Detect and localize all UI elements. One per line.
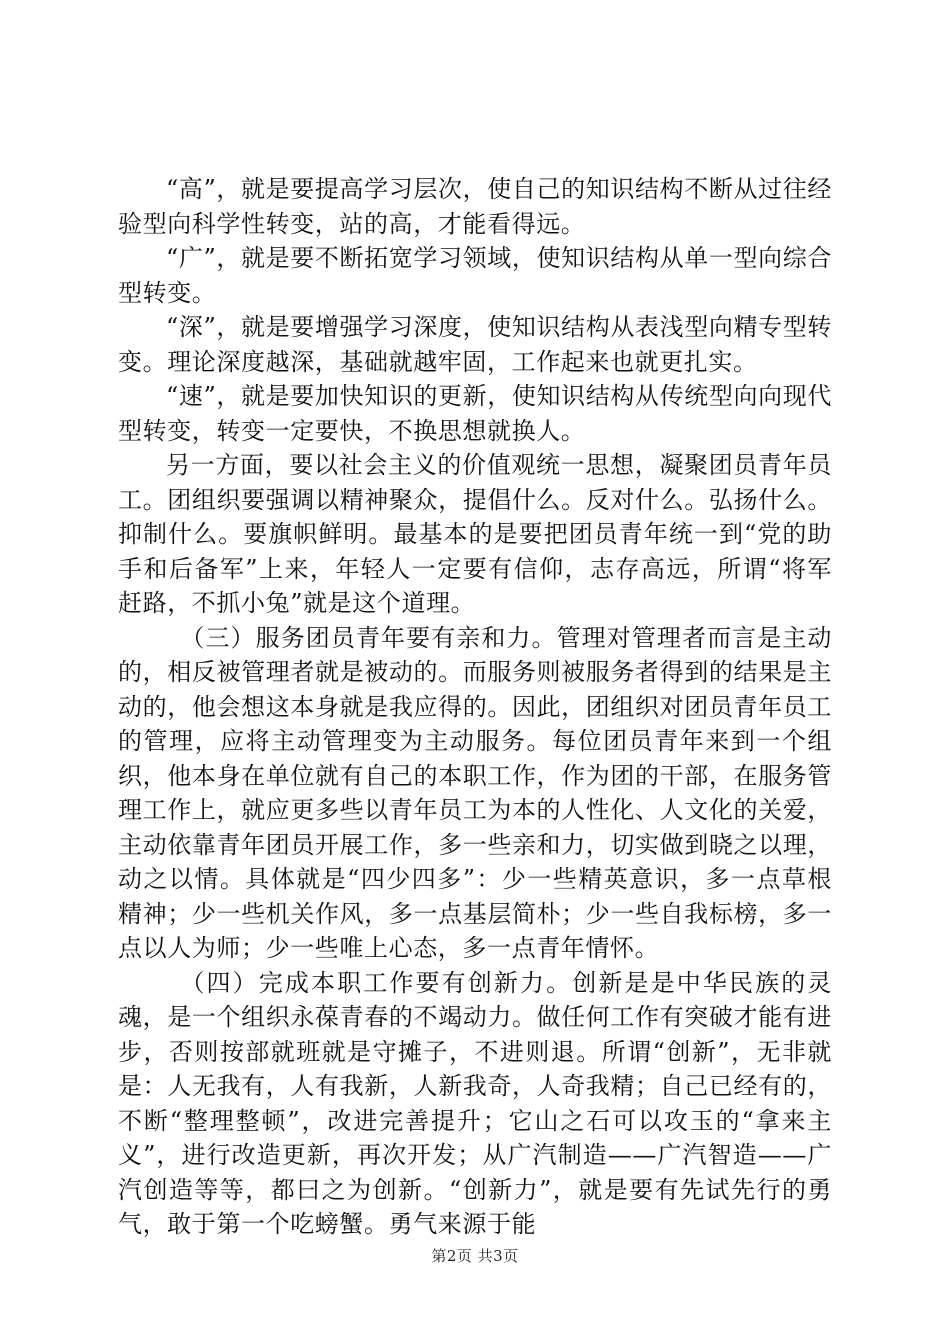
paragraph-shen: “深”，就是要增强学习深度，使知识结构从表浅型向精专型转变。理论深度越深，基础就越牢固，工作起来也就更扎实。 (118, 313, 832, 376)
paragraph-guang: “广”，就是要不断拓宽学习领域，使知识结构从单一型向综合型转变。 (118, 244, 832, 307)
paragraph-section-four: （四）完成本职工作要有创新力。创新是是中华民族的灵魂，是一个组织永葆青春的不竭动力。做任何工作有突破才能有进步，否则按部就班就是守摊子，不进则退。所谓“创新”，无非就是：人无我有，人有我新，人新我奇，人奇我精；自己已经有的，不断“整理整顿”，改进完善提升；它山之石可以攻玉的“拿来主义”，进行改造更新，再次开发；从广汽制造——广汽智造——广汽创造等等，都曰之为创新。“创新力”，就是要有先试先行的勇气，敢于第一个吃螃蟹。勇气来源于能 (118, 968, 832, 1238)
paragraph-su: “速”，就是要加快知识的更新，使知识结构从传统型向向现代型转变，转变一定要快，不换思想就换人。 (118, 382, 832, 445)
paragraph-section-three: （三）服务团员青年要有亲和力。管理对管理者而言是主动的，相反被管理者就是被动的。而服务则被服务者得到的结果是主动的，他会想这本身就是我应得的。因此，团组织对团员青年员工的管理，应将主动管理变为主动服务。每位团员青年来到一个组织，他本身在单位就有自己的本职工作，作为团的干部，在服务管理工作上，就应更多些以青年员工为本的人性化、人文化的关爱，主动依靠青年团员开展工作，多一些亲和力，切实做到晓之以理，动之以情。具体就是“四少四多”：少一些精英意识，多一点草根精神；少一些机关作风，多一点基层简朴；少一些自我标榜，多一点以人为师；少一些唯上心态，多一点青年情怀。 (118, 623, 832, 962)
document-body (118, 172, 832, 1242)
paragraph-other-aspect: 另一方面，要以社会主义的价值观统一思想，凝聚团员青年员工。团组织要强调以精神聚众，提倡什么。反对什么。弘扬什么。抑制什么。要旗帜鲜明。最基本的是要把团员青年统一到“党的助手和后备军”上来，年轻人一定要有信仰，志存高远，所谓“将军赶路，不抓小兔”就是这个道理。 (118, 451, 832, 617)
paragraph-gao: “高”，就是要提高学习层次，使自己的知识结构不断从过往经验型向科学性转变，站的高，才能看得远。 (118, 175, 832, 238)
page-footer: 第2页 共3页 (431, 1247, 519, 1265)
